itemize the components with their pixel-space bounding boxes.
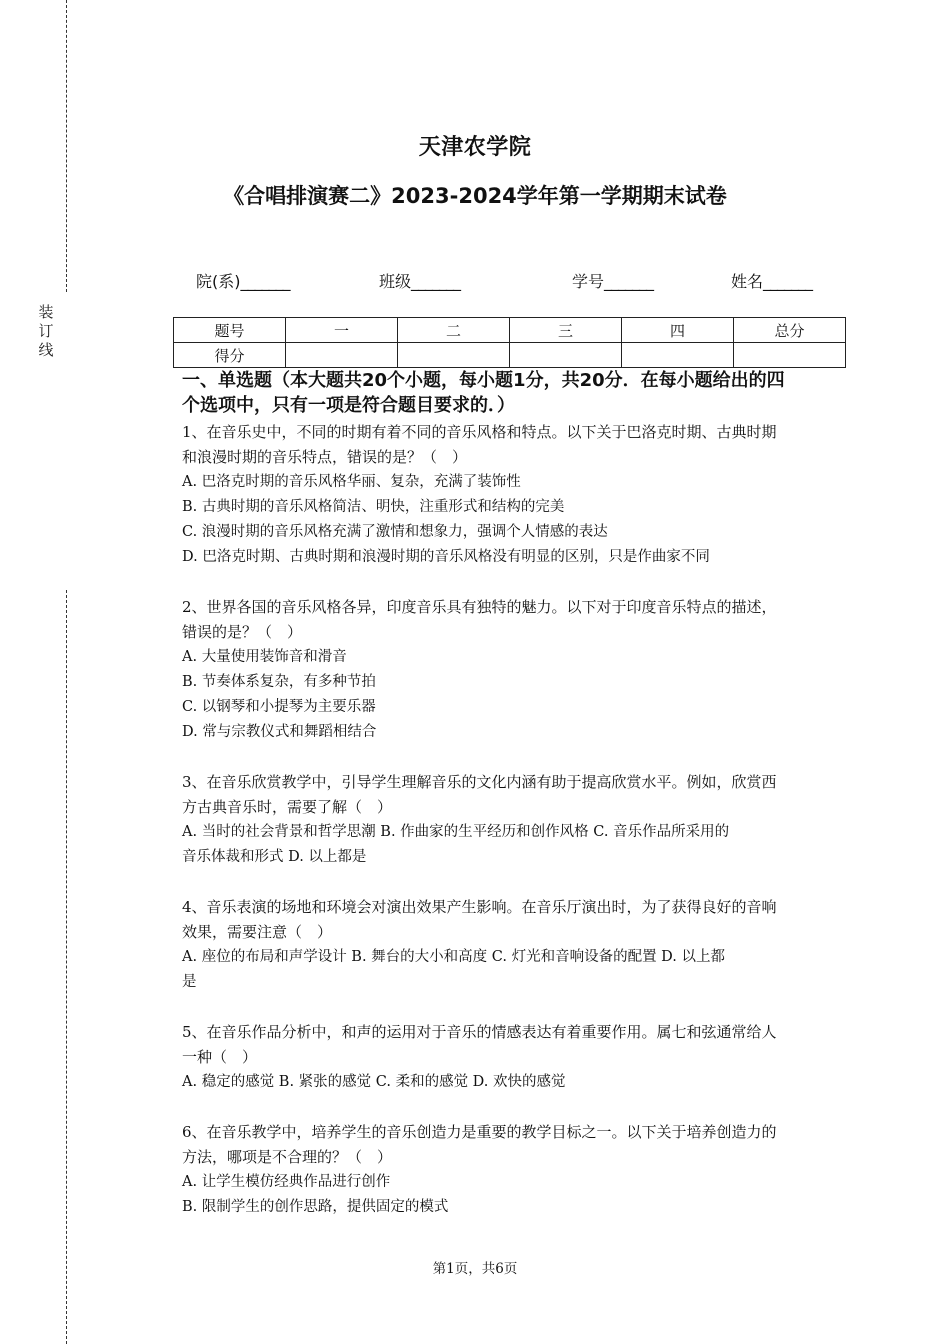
score-table-header-cell: 四 <box>622 318 734 343</box>
section-heading: 个选项中，只有一项是符合题目要求的．） <box>182 395 515 416</box>
binding-label <box>37 303 55 360</box>
option-a: A. 让学生模仿经典作品进行创作 <box>182 1174 391 1190</box>
question-stem: 3、在音乐欣赏教学中，引导学生理解音乐的文化内涵有助于提高欣赏水平。例如，欣赏西 <box>182 773 777 791</box>
info-field-class <box>379 269 460 292</box>
options-inline: A. 稳定的感觉 B. 紧张的感觉 C. 柔和的感觉 D. 欢快的感觉 <box>182 1074 566 1090</box>
option-d: D. 巴洛克时期、古典时期和浪漫时期的音乐风格没有明显的区别，只是作曲家不同 <box>182 549 710 565</box>
question-stem: 1、在音乐史中，不同的时期有着不同的音乐风格和特点。以下关于巴洛克时期、古典时期 <box>182 423 777 441</box>
info-field-name <box>731 269 812 292</box>
score-cell[interactable] <box>286 343 398 368</box>
score-table-score-row <box>174 343 846 368</box>
info-label: 姓名 <box>731 272 764 291</box>
question-stem: 方法，哪项是不合理的？（ ） <box>182 1148 393 1166</box>
info-blank: _______ <box>411 272 461 291</box>
question-stem: 5、在音乐作品分析中，和声的运用对于音乐的情感表达有着重要作用。属七和弦通常给人 <box>182 1023 777 1041</box>
options-inline: 音乐体裁和形式 D. 以上都是 <box>182 849 367 865</box>
exam-content <box>182 368 842 1245</box>
binding-dashed-line-bottom <box>66 590 67 1344</box>
score-table-header-cell: 二 <box>398 318 510 343</box>
info-label: 学号 <box>572 272 605 291</box>
question-stem: 错误的是？（ ） <box>182 623 303 641</box>
score-table-header-cell: 一 <box>286 318 398 343</box>
binding-char: 装 <box>38 303 54 321</box>
score-cell[interactable] <box>622 343 734 368</box>
question-6 <box>182 1120 842 1220</box>
question-2 <box>182 595 842 745</box>
page-footer: 第1页，共6页 <box>432 1261 518 1277</box>
section-heading: 一、单选题（本大题共20个小题，每小题1分，共20分．在每小题给出的四 <box>182 370 785 391</box>
option-c: C. 浪漫时期的音乐风格充满了激情和想象力，强调个人情感的表达 <box>182 524 608 540</box>
score-cell[interactable] <box>734 343 846 368</box>
option-a: A. 大量使用装饰音和滑音 <box>182 649 347 665</box>
options-inline: A. 座位的布局和声学设计 B. 舞台的大小和高度 C. 灯光和音响设备的配置 D. 以上都 <box>182 949 726 965</box>
option-a: A. 巴洛克时期的音乐风格华丽、复杂，充满了装饰性 <box>182 474 521 490</box>
options-inline: 是 <box>182 974 197 990</box>
info-field-student-id <box>572 269 653 292</box>
score-cell[interactable] <box>398 343 510 368</box>
option-d: D. 常与宗教仪式和舞蹈相结合 <box>182 724 377 740</box>
info-field-department <box>196 269 290 292</box>
question-stem: 一种（ ） <box>182 1048 258 1066</box>
score-table <box>173 317 846 368</box>
option-c: C. 以钢琴和小提琴为主要乐器 <box>182 699 376 715</box>
question-stem: 2、世界各国的音乐风格各异，印度音乐具有独特的魅力。以下对于印度音乐特点的描述， <box>182 598 777 616</box>
option-b: B. 限制学生的创作思路，提供固定的模式 <box>182 1199 449 1215</box>
info-label: 院(系) <box>196 272 241 291</box>
question-stem: 4、音乐表演的场地和环境会对演出效果产生影响。在音乐厅演出时，为了获得良好的音响 <box>182 898 777 916</box>
question-stem: 和浪漫时期的音乐特点，错误的是？（ ） <box>182 448 468 466</box>
question-stem: 效果，需要注意（ ） <box>182 923 333 941</box>
question-3 <box>182 770 842 870</box>
info-blank: _______ <box>763 272 813 291</box>
school-name: 天津农学院 <box>418 135 532 160</box>
question-stem: 6、在音乐教学中，培养学生的音乐创造力是重要的教学目标之一。以下关于培养创造力的 <box>182 1123 777 1141</box>
score-table-header-cell: 三 <box>510 318 622 343</box>
option-b: B. 古典时期的音乐风格简洁、明快，注重形式和结构的完美 <box>182 499 565 515</box>
info-blank: _______ <box>604 272 654 291</box>
question-5 <box>182 1020 842 1095</box>
binding-char: 订 <box>38 322 54 340</box>
info-blank: _______ <box>240 272 290 291</box>
question-4 <box>182 895 842 995</box>
score-cell[interactable] <box>510 343 622 368</box>
binding-char: 线 <box>38 341 54 359</box>
score-table-header-cell: 题号 <box>174 318 286 343</box>
question-1 <box>182 420 842 570</box>
score-table-header-cell: 总分 <box>734 318 846 343</box>
question-stem: 方古典音乐时，需要了解（ ） <box>182 798 393 816</box>
option-b: B. 节奏体系复杂，有多种节拍 <box>182 674 376 690</box>
info-label: 班级 <box>379 272 412 291</box>
score-table-header-row <box>174 318 846 343</box>
options-inline: A. 当时的社会背景和哲学思潮 B. 作曲家的生平经历和创作风格 C. 音乐作品所采用的 <box>182 824 730 840</box>
score-row-label: 得分 <box>174 343 286 368</box>
exam-title: 《合唱排演赛二》2023-2024学年第一学期期末试卷 <box>223 184 727 208</box>
